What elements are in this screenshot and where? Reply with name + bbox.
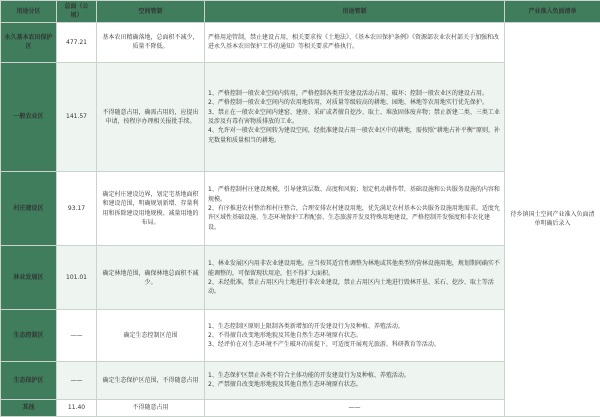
use-control-item: 3、经评价在对生态环境不产生破坏的前提下，可适度开展观光旅游、科研教育等活动。 — [208, 341, 440, 349]
use-control-item: 2、严禁擅自改变地形地貌及其他自然生态环境原有状态。 — [208, 381, 362, 389]
space-control-cell: 确定生态控制区范围 — [97, 310, 205, 361]
header-zone: 用途分区 — [1, 1, 57, 23]
space-control-cell: 确定林地范围，确保林地总面积不减少。 — [97, 246, 205, 310]
header-entry: 产业准入负面清单 — [505, 1, 600, 23]
use-control-cell — [205, 22, 505, 63]
use-control-cell — [205, 171, 505, 246]
use-control-cell — [205, 361, 505, 399]
zone-cell: 永久基本农田保护区 — [1, 22, 57, 63]
table-row — [1, 22, 600, 63]
negative-list-cell: 待乡镇国土空间产业准入负面清单明确后录入 — [505, 22, 600, 416]
use-control-item: 2、未经批准，禁止占用区内土地进行非农业建设，禁止占用区内土地进行毁林开垦、采石、挖沙、取土等活动。 — [208, 278, 494, 296]
use-control-item: 1、林业发展区内用非农业建设用地。应当按其适宜性调整为林地或其他类型的营林设施用地，规划期间确实不能调整的，可保留现状用途，但不得扩大面积。 — [208, 260, 500, 277]
header-use: 用途管制 — [205, 1, 505, 23]
use-control-item: 2、严格控制一般农业空间内的农用地转用，对质量等级较高的耕地、园地、林地等农用地实行优先保护。 — [208, 99, 488, 107]
use-control-item: —— — [348, 404, 361, 412]
area-cell: 141.57 — [57, 63, 97, 172]
area-cell: 101.01 — [57, 246, 97, 310]
zone-cell: 一般农业区 — [1, 63, 57, 172]
use-control-item: 1、严格控制一般农业空间内转用，严格控制各类开发建设活动占用、破坏；控制一般农业区的建设占用。 — [208, 90, 488, 98]
area-cell: 11.40 — [57, 399, 97, 416]
area-cell: 93.17 — [57, 171, 97, 246]
zone-cell: 生态控制区 — [1, 310, 57, 361]
zone-cell: 其他 — [1, 399, 57, 416]
use-control-item: 4、允许对一般农业空间转为建设空间，经批准建设占用一般农业区中的耕地，需按照“耕地占补平衡”原则，补充数量和质量相当的耕地。 — [208, 127, 501, 144]
header-area: 总面（公顷） — [57, 1, 97, 23]
use-control-cell — [205, 246, 505, 310]
use-control-item: 2、不得擅自改变地形地貌及其他自然生态环境原有状态。 — [208, 331, 362, 339]
use-control-cell — [205, 310, 505, 361]
space-control-cell: 确定生态保护区范围，不得随意占用 — [97, 361, 205, 399]
use-control-item: 严格用途管制，禁止建设占用，相关要求按《土地法》、《基本农田保护条例》《资源部农业农村部关于加强和改进永久基本农田保护工作的通知》等相关要求严格执行。 — [208, 34, 500, 51]
zone-cell: 生态保护区 — [1, 361, 57, 399]
use-control-item: 2、有序推进农村整治和村庄整合，合理安排农村建设用地，优先满足农村基本公共服务设施用地需求。适度允许区域性基础设施、生态环境保护工程配套、生态旅游开发及特殊用地建设，严格控制开发强度和非农化建设。 — [208, 204, 500, 231]
area-cell: —— — [57, 361, 97, 399]
space-control-cell: 不得随意占用，确需占用的，应提出申请，按程序办理相关报批手续。 — [97, 63, 205, 172]
table-header — [1, 1, 600, 23]
use-control-item: 1、生态控制区原则上限制各类新增加的开发建设行为及种植、养殖活动。 — [208, 322, 404, 330]
use-control-item: 1、严格控制村庄建设规模，引导建筑层数、高度和风貌；划定机动耕作带，基础设施和公共服务设施的内容和规模。 — [208, 186, 500, 203]
space-control-cell: 不得随意占用 — [97, 399, 205, 416]
use-control-cell — [205, 63, 505, 172]
zone-cell: 村庄建设区 — [1, 171, 57, 246]
use-control-item: 1、生态保护区禁止各类不符合主体功能的开发建设行为及种植、养殖活动。 — [208, 371, 410, 379]
space-control-cell: 确定村庄建设边界，划定宅基地面积和建设范围，明确规划新增、存量利用和拆除建设用地规模、减量用地的布局。 — [97, 171, 205, 246]
table-body — [1, 22, 600, 416]
space-control-cell: 基本农田精确落地，总面积不减少，质量不降低。 — [97, 22, 205, 63]
area-cell: —— — [57, 310, 97, 361]
use-control-cell — [205, 399, 505, 416]
use-control-item: 3、禁止在一般农业空间内建窑、建房、采矿或者擅自挖沙、取土、堆放固体废弃物；禁止新建二类、三类工业及涉及有毒有害物质排放的工业。 — [208, 108, 500, 125]
area-cell: 477.21 — [57, 22, 97, 63]
zone-cell: 林业发展区 — [1, 246, 57, 310]
header-space: 空间管制 — [97, 1, 205, 23]
